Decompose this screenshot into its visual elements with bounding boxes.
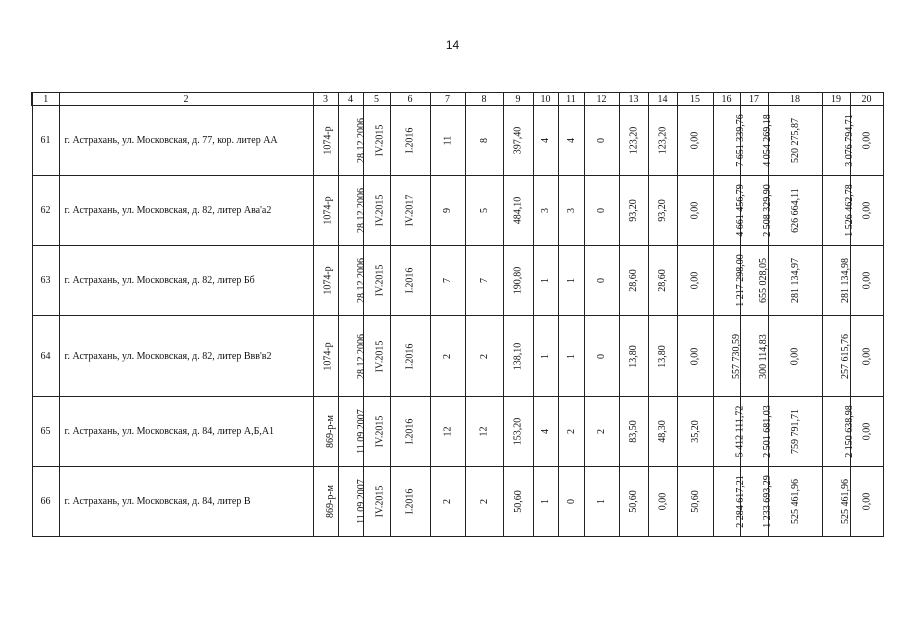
cell-value: 1074-р <box>322 266 334 295</box>
cell-value: 190,80 <box>512 266 524 295</box>
cell-value: 484,10 <box>512 196 524 225</box>
cell-value: 50,60 <box>628 490 639 513</box>
cell-col-18 <box>768 316 822 397</box>
table-row <box>32 246 883 316</box>
cell-order-date <box>338 106 367 176</box>
cell-col-9 <box>503 246 533 316</box>
cell-value: 5 412 111,72 <box>733 405 745 458</box>
cell-col-9 <box>503 397 533 467</box>
cell-address: г. Астрахань, ул. Московская, д. 84, литер А,Б,А1 <box>59 397 313 467</box>
column-number: 11 <box>558 93 584 106</box>
cell-value: 2 <box>478 353 490 359</box>
housing-register-table <box>31 92 884 537</box>
column-number: 15 <box>677 93 713 106</box>
cell-value: 626 664,11 <box>789 188 801 233</box>
column-number: 8 <box>465 93 503 106</box>
cell-value: 2 <box>596 429 607 434</box>
cell-col-8 <box>465 316 503 397</box>
cell-value: 0,00 <box>861 131 872 150</box>
cell-col-19 <box>822 467 850 537</box>
cell-value: 0,00 <box>861 271 872 290</box>
cell-value: 28,60 <box>628 269 639 292</box>
cell-col-16 <box>713 246 746 316</box>
cell-value: 0,00 <box>861 492 872 511</box>
cell-value: 397,40 <box>512 126 524 155</box>
cell-order-date <box>338 397 367 467</box>
cell-value: 0,00 <box>789 347 801 365</box>
column-number-row <box>32 93 883 106</box>
cell-value: 2 501 681,03 <box>761 405 773 458</box>
cell-value: 7 <box>478 278 490 283</box>
cell-value: 83,50 <box>628 420 639 443</box>
cell-value: 557 730,59 <box>730 333 742 379</box>
cell-value: 3 076 794,71 <box>843 114 855 167</box>
cell-col-18 <box>768 176 822 246</box>
cell-col-14 <box>648 397 677 467</box>
column-number: 10 <box>533 93 558 106</box>
cell-col-13 <box>619 397 648 467</box>
cell-value: 2 <box>442 499 453 504</box>
cell-value: 4 <box>540 138 551 143</box>
cell-value: 0,00 <box>689 201 701 220</box>
column-number: 14 <box>648 93 677 106</box>
cell-col-10 <box>533 176 558 246</box>
cell-order-number <box>313 316 338 397</box>
cell-col-16 <box>713 397 745 467</box>
cell-value: 2 <box>565 429 577 434</box>
cell-col-16 <box>713 106 746 176</box>
cell-col-20 <box>850 316 883 397</box>
table-row <box>32 106 883 176</box>
cell-value: 93,20 <box>628 199 639 222</box>
cell-value: 0 <box>565 499 577 504</box>
cell-row-number: 64 <box>32 316 59 397</box>
cell-start-period <box>363 397 390 467</box>
cell-col-19 <box>822 176 855 246</box>
cell-value: 28.12.2006 <box>355 188 367 233</box>
cell-col-14 <box>648 106 677 176</box>
cell-col-13 <box>619 246 648 316</box>
cell-col-10 <box>533 467 558 537</box>
cell-value: 12 <box>478 426 490 437</box>
column-number: 3 <box>313 93 338 106</box>
cell-end-period <box>390 246 430 316</box>
cell-value: 1074-р <box>322 126 334 155</box>
cell-col-15 <box>677 106 713 176</box>
cell-col-20 <box>850 397 883 467</box>
column-number: 12 <box>584 93 619 106</box>
table-row <box>32 176 883 246</box>
cell-address: г. Астрахань, ул. Московская, д. 82, литер Ава'а2 <box>59 176 313 246</box>
cell-col-13 <box>619 106 648 176</box>
cell-order-number <box>313 106 338 176</box>
cell-start-period <box>363 316 390 397</box>
cell-col-12 <box>584 246 619 316</box>
cell-value: 1 <box>540 353 551 359</box>
cell-address: г. Астрахань, ул. Московская, д. 82, литер Ввв'в2 <box>59 316 313 397</box>
cell-end-period <box>390 467 430 537</box>
cell-order-date <box>338 176 367 246</box>
column-number: 4 <box>338 93 363 106</box>
cell-col-14 <box>648 467 677 537</box>
cell-order-date <box>338 467 367 537</box>
cell-value: 93,20 <box>657 199 668 222</box>
cell-col-20 <box>850 246 883 316</box>
cell-value: 281 134,97 <box>789 258 801 303</box>
cell-address: г. Астрахань, ул. Московская, д. 84, литер В <box>59 467 313 537</box>
cell-start-period <box>363 176 390 246</box>
cell-order-number <box>313 246 338 316</box>
cell-col-20 <box>850 467 883 537</box>
cell-end-period <box>390 176 430 246</box>
cell-col-7 <box>430 106 465 176</box>
cell-value: 520 275,87 <box>789 118 801 163</box>
cell-order-date <box>338 316 367 397</box>
cell-value: 0 <box>596 138 607 143</box>
cell-col-18 <box>768 246 822 316</box>
cell-col-14 <box>648 246 677 316</box>
cell-start-period <box>363 467 390 537</box>
cell-value: 153,20 <box>512 417 524 446</box>
cell-col-12 <box>584 397 619 467</box>
cell-value: 869-р-м <box>324 485 336 518</box>
cell-value: 869-р-м <box>324 415 336 448</box>
cell-col-18 <box>768 397 822 467</box>
column-number: 5 <box>363 93 390 106</box>
cell-value: 1 <box>565 353 577 359</box>
cell-col-19 <box>822 397 855 467</box>
cell-value: 8 <box>478 138 490 143</box>
cell-col-18 <box>768 467 822 537</box>
cell-col-10 <box>533 106 558 176</box>
cell-col-15 <box>677 397 713 467</box>
cell-value: 9 <box>442 208 453 213</box>
cell-col-19 <box>822 246 850 316</box>
cell-col-15 <box>677 246 713 316</box>
cell-value: 1 <box>565 278 577 283</box>
cell-value: 123,20 <box>628 126 639 155</box>
cell-value: 759 791,71 <box>789 409 801 454</box>
cell-col-8 <box>465 467 503 537</box>
cell-value: 1 233 693,29 <box>761 475 773 528</box>
cell-col-10 <box>533 246 558 316</box>
cell-value: 3 <box>565 208 577 213</box>
cell-value: 2 <box>442 353 453 359</box>
column-number: 16 <box>713 93 740 106</box>
cell-start-period <box>363 106 390 176</box>
cell-value: 11 <box>441 135 453 146</box>
cell-value: 138,10 <box>512 342 524 370</box>
cell-value: 300 114,83 <box>757 333 769 379</box>
cell-address: г. Астрахань, ул. Московская, д. 77, кор. литер АА <box>59 106 313 176</box>
cell-col-15 <box>677 316 713 397</box>
table-row <box>32 397 883 467</box>
cell-value: 4 661 456,79 <box>734 184 746 237</box>
cell-row-number: 62 <box>32 176 59 246</box>
cell-col-7 <box>430 246 465 316</box>
cell-value: 13,80 <box>657 344 668 368</box>
table-row <box>32 316 883 397</box>
cell-col-11 <box>558 397 584 467</box>
cell-col-9 <box>503 106 533 176</box>
cell-value: IV.2015 <box>373 124 385 157</box>
cell-start-period <box>363 246 390 316</box>
cell-col-11 <box>558 467 584 537</box>
cell-value: 4 <box>565 138 577 143</box>
cell-value: 11.09.2007 <box>355 479 367 524</box>
column-number: 13 <box>619 93 648 106</box>
cell-col-9 <box>503 467 533 537</box>
cell-value: 123,20 <box>657 126 668 155</box>
cell-value: 0,00 <box>861 422 872 441</box>
cell-value: 2 <box>478 499 490 504</box>
cell-col-7 <box>430 467 465 537</box>
cell-value: 35,20 <box>689 420 701 443</box>
cell-value: 1 <box>540 499 551 504</box>
column-number: 17 <box>740 93 768 106</box>
cell-col-7 <box>430 176 465 246</box>
cell-value: 4 054 269,18 <box>761 114 773 167</box>
cell-value: 525 461,96 <box>839 479 851 524</box>
cell-col-12 <box>584 106 619 176</box>
column-number: 20 <box>850 93 883 106</box>
cell-col-8 <box>465 106 503 176</box>
cell-col-14 <box>648 316 677 397</box>
cell-value: I.2016 <box>404 418 416 445</box>
table-row <box>32 467 883 537</box>
cell-col-20 <box>850 176 883 246</box>
column-number: 6 <box>390 93 430 106</box>
cell-value: 2 284 617,21 <box>734 475 746 528</box>
cell-value: 1074-р <box>322 341 334 371</box>
cell-value: 11.09.2007 <box>355 409 367 454</box>
cell-address: г. Астрахань, ул. Московская, д. 82, литер Бб <box>59 246 313 316</box>
cell-value: 28.12.2006 <box>355 118 367 163</box>
cell-col-7 <box>430 397 465 467</box>
cell-value: I.2016 <box>404 488 416 515</box>
cell-col-11 <box>558 316 584 397</box>
cell-col-15 <box>677 176 713 246</box>
cell-value: 0,00 <box>657 492 668 511</box>
cell-value: 7 651 339,76 <box>734 114 746 167</box>
cell-col-15 <box>677 467 713 537</box>
cell-col-11 <box>558 106 584 176</box>
cell-value: 3 <box>540 208 551 213</box>
cell-value: IV.2017 <box>404 194 416 227</box>
cell-value: 4 <box>540 429 551 434</box>
cell-value: 50,60 <box>512 490 524 513</box>
column-number: 19 <box>822 93 850 106</box>
cell-col-16 <box>713 176 746 246</box>
cell-value: 281 134,98 <box>839 258 851 303</box>
cell-col-9 <box>503 316 533 397</box>
cell-col-11 <box>558 176 584 246</box>
cell-row-number: 63 <box>32 246 59 316</box>
cell-col-17 <box>740 316 768 397</box>
cell-col-19 <box>822 316 850 397</box>
cell-col-18 <box>768 106 822 176</box>
column-number: 9 <box>503 93 533 106</box>
cell-value: 1074-р <box>322 196 334 225</box>
cell-order-date <box>338 246 367 316</box>
cell-row-number: 66 <box>32 467 59 537</box>
cell-value: 525 461,96 <box>789 479 801 524</box>
page-number: 14 <box>445 38 460 52</box>
column-number: 2 <box>59 93 313 106</box>
cell-row-number: 61 <box>32 106 59 176</box>
cell-value: 0 <box>596 208 607 213</box>
cell-col-13 <box>619 316 648 397</box>
cell-value: 2 150 638,98 <box>843 405 855 458</box>
cell-col-8 <box>465 397 503 467</box>
cell-end-period <box>390 316 430 397</box>
cell-value: IV.2015 <box>373 340 385 372</box>
cell-col-10 <box>533 316 558 397</box>
cell-col-16 <box>713 467 746 537</box>
cell-value: IV.2015 <box>373 194 385 227</box>
cell-value: 1 217 298,00 <box>734 254 746 307</box>
cell-value: 2 508 329,90 <box>761 184 773 237</box>
cell-col-12 <box>584 467 619 537</box>
cell-col-8 <box>465 246 503 316</box>
cell-value: 28,60 <box>657 269 668 292</box>
cell-col-20 <box>850 106 883 176</box>
cell-value: I.2016 <box>404 267 416 294</box>
cell-col-16 <box>713 316 740 397</box>
cell-col-13 <box>619 467 648 537</box>
cell-order-number <box>313 467 338 537</box>
cell-col-11 <box>558 246 584 316</box>
cell-value: 28.12.2006 <box>355 258 367 303</box>
cell-value: 655 028,05 <box>757 258 769 303</box>
column-number: 7 <box>430 93 465 106</box>
cell-end-period <box>390 106 430 176</box>
cell-value: 0,00 <box>689 271 701 290</box>
cell-value: I.2016 <box>404 343 416 369</box>
cell-value: 0 <box>596 278 607 283</box>
cell-value: 257 615,76 <box>839 333 851 379</box>
cell-order-number <box>313 397 338 467</box>
cell-value: 28.12.2006 <box>355 333 367 379</box>
cell-col-9 <box>503 176 533 246</box>
cell-col-8 <box>465 176 503 246</box>
cell-value: 0,00 <box>861 347 872 365</box>
cell-col-10 <box>533 397 558 467</box>
cell-value: 0,00 <box>689 347 701 365</box>
cell-value: 12 <box>442 426 453 437</box>
column-number: 1 <box>32 93 59 106</box>
cell-col-14 <box>648 176 677 246</box>
column-number: 18 <box>768 93 822 106</box>
cell-end-period <box>390 397 430 467</box>
cell-value: IV.2015 <box>373 415 385 448</box>
cell-value: 1 <box>540 278 551 283</box>
cell-value: 50,60 <box>689 490 701 513</box>
cell-value: 1 526 462,78 <box>843 184 855 237</box>
cell-row-number: 65 <box>32 397 59 467</box>
cell-value: I.2016 <box>404 127 416 154</box>
cell-value: 0 <box>596 353 607 359</box>
cell-value: IV.2015 <box>373 485 385 518</box>
cell-col-12 <box>584 316 619 397</box>
cell-value: 1 <box>596 499 607 504</box>
cell-value: 5 <box>478 208 490 213</box>
cell-col-13 <box>619 176 648 246</box>
cell-value: 13,80 <box>628 344 639 368</box>
cell-col-19 <box>822 106 855 176</box>
cell-value: 48,30 <box>657 420 668 443</box>
cell-value: 0,00 <box>861 201 872 220</box>
cell-value: 7 <box>442 278 453 283</box>
cell-col-12 <box>584 176 619 246</box>
cell-order-number <box>313 176 338 246</box>
cell-value: IV.2015 <box>373 264 385 297</box>
cell-value: 0,00 <box>689 131 701 150</box>
cell-col-7 <box>430 316 465 397</box>
